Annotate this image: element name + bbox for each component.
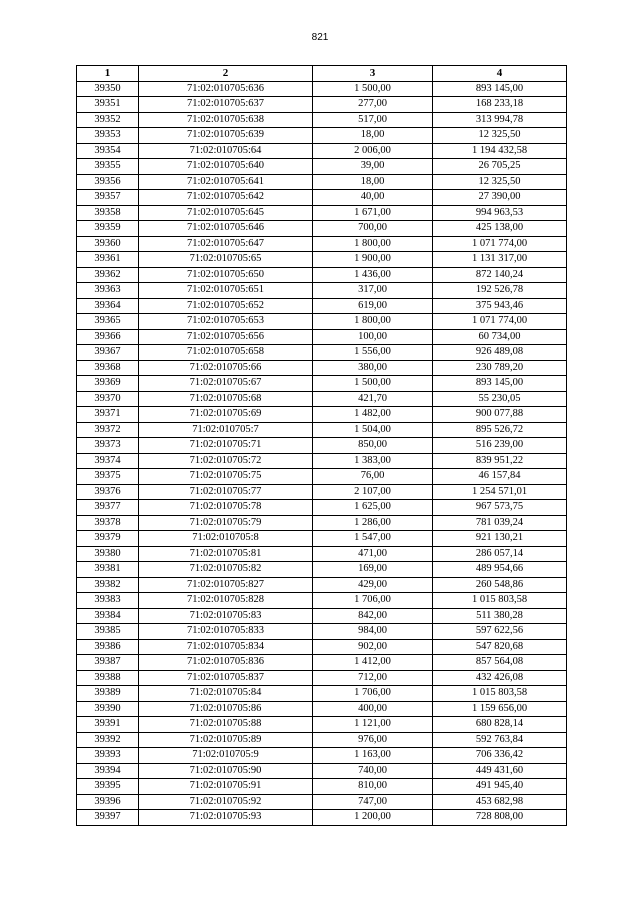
area-cell: 810,00 [313,779,433,795]
value-cell: 893 145,00 [433,81,567,97]
row-number-cell: 39375 [77,469,139,485]
value-cell: 1 131 317,00 [433,252,567,268]
cadastral-number-cell: 71:02:010705:75 [139,469,313,485]
table-row [77,453,567,469]
table-row [77,717,567,733]
cadastral-number-cell: 71:02:010705:89 [139,732,313,748]
value-cell: 781 039,24 [433,515,567,531]
area-cell: 317,00 [313,283,433,299]
table-row [77,810,567,826]
row-number-cell: 39378 [77,515,139,531]
table-row [77,112,567,128]
cadastral-number-cell: 71:02:010705:93 [139,810,313,826]
row-number-cell: 39365 [77,314,139,330]
value-cell: 839 951,22 [433,453,567,469]
area-cell: 2 006,00 [313,143,433,159]
cadastral-number-cell: 71:02:010705:78 [139,500,313,516]
table-row [77,128,567,144]
value-cell: 893 145,00 [433,376,567,392]
area-cell: 169,00 [313,562,433,578]
table-row [77,159,567,175]
area-cell: 40,00 [313,190,433,206]
value-cell: 921 130,21 [433,531,567,547]
area-cell: 1 706,00 [313,593,433,609]
table-row [77,577,567,593]
row-number-cell: 39352 [77,112,139,128]
table-row [77,283,567,299]
value-cell: 728 808,00 [433,810,567,826]
value-cell: 1 015 803,58 [433,593,567,609]
area-cell: 747,00 [313,794,433,810]
column-header-1: 1 [77,66,139,82]
table-row [77,190,567,206]
value-cell: 1 159 656,00 [433,701,567,717]
table-row [77,484,567,500]
value-cell: 857 564,08 [433,655,567,671]
row-number-cell: 39354 [77,143,139,159]
table-row [77,655,567,671]
cadastral-number-cell: 71:02:010705:638 [139,112,313,128]
area-cell: 18,00 [313,174,433,190]
cadastral-number-cell: 71:02:010705:71 [139,438,313,454]
row-number-cell: 39383 [77,593,139,609]
value-cell: 872 140,24 [433,267,567,283]
value-cell: 926 489,08 [433,345,567,361]
row-number-cell: 39377 [77,500,139,516]
value-cell: 192 526,78 [433,283,567,299]
cadastral-number-cell: 71:02:010705:652 [139,298,313,314]
row-number-cell: 39356 [77,174,139,190]
cadastral-number-cell: 71:02:010705:834 [139,639,313,655]
column-header-2: 2 [139,66,313,82]
value-cell: 449 431,60 [433,763,567,779]
row-number-cell: 39382 [77,577,139,593]
cadastral-number-cell: 71:02:010705:836 [139,655,313,671]
row-number-cell: 39367 [77,345,139,361]
cadastral-number-cell: 71:02:010705:79 [139,515,313,531]
value-cell: 12 325,50 [433,128,567,144]
area-cell: 1 671,00 [313,205,433,221]
table-row [77,546,567,562]
header-row [77,66,567,82]
table-row [77,81,567,97]
area-cell: 740,00 [313,763,433,779]
table-row [77,314,567,330]
row-number-cell: 39355 [77,159,139,175]
area-cell: 277,00 [313,97,433,113]
row-number-cell: 39395 [77,779,139,795]
row-number-cell: 39380 [77,546,139,562]
area-cell: 421,70 [313,391,433,407]
area-cell: 619,00 [313,298,433,314]
area-cell: 1 556,00 [313,345,433,361]
table-row [77,794,567,810]
cadastral-number-cell: 71:02:010705:828 [139,593,313,609]
cadastral-number-cell: 71:02:010705:90 [139,763,313,779]
area-cell: 1 900,00 [313,252,433,268]
value-cell: 511 380,28 [433,608,567,624]
table-row [77,562,567,578]
table-row [77,608,567,624]
row-number-cell: 39359 [77,221,139,237]
value-cell: 230 789,20 [433,360,567,376]
row-number-cell: 39363 [77,283,139,299]
table-row [77,221,567,237]
column-header-3: 3 [313,66,433,82]
table-row [77,345,567,361]
value-cell: 313 994,78 [433,112,567,128]
cadastral-number-cell: 71:02:010705:81 [139,546,313,562]
value-cell: 680 828,14 [433,717,567,733]
cadastral-number-cell: 71:02:010705:77 [139,484,313,500]
table-row [77,252,567,268]
table-row [77,267,567,283]
cadastral-number-cell: 71:02:010705:645 [139,205,313,221]
table-row [77,376,567,392]
row-number-cell: 39396 [77,794,139,810]
row-number-cell: 39376 [77,484,139,500]
value-cell: 453 682,98 [433,794,567,810]
row-number-cell: 39386 [77,639,139,655]
area-cell: 1 800,00 [313,236,433,252]
table-row [77,639,567,655]
table-row [77,701,567,717]
cadastral-number-cell: 71:02:010705:86 [139,701,313,717]
area-cell: 517,00 [313,112,433,128]
table-row [77,438,567,454]
value-cell: 1 254 571,01 [433,484,567,500]
area-cell: 1 706,00 [313,686,433,702]
area-cell: 1 383,00 [313,453,433,469]
value-cell: 55 230,05 [433,391,567,407]
table-row [77,236,567,252]
cadastral-number-cell: 71:02:010705:64 [139,143,313,159]
row-number-cell: 39374 [77,453,139,469]
area-cell: 1 504,00 [313,422,433,438]
area-cell: 850,00 [313,438,433,454]
value-cell: 994 963,53 [433,205,567,221]
cadastral-number-cell: 71:02:010705:642 [139,190,313,206]
table-row [77,360,567,376]
value-cell: 706 336,42 [433,748,567,764]
row-number-cell: 39385 [77,624,139,640]
area-cell: 1 436,00 [313,267,433,283]
table-row [77,391,567,407]
value-cell: 592 763,84 [433,732,567,748]
area-cell: 1 800,00 [313,314,433,330]
cadastral-number-cell: 71:02:010705:637 [139,97,313,113]
area-cell: 100,00 [313,329,433,345]
cadastral-number-cell: 71:02:010705:8 [139,531,313,547]
row-number-cell: 39358 [77,205,139,221]
cadastral-number-cell: 71:02:010705:65 [139,252,313,268]
area-cell: 471,00 [313,546,433,562]
cadastral-number-cell: 71:02:010705:646 [139,221,313,237]
row-number-cell: 39372 [77,422,139,438]
cadastral-number-cell: 71:02:010705:651 [139,283,313,299]
table-row [77,531,567,547]
row-number-cell: 39366 [77,329,139,345]
column-header-4: 4 [433,66,567,82]
area-cell: 76,00 [313,469,433,485]
table-body [77,81,567,825]
value-cell: 491 945,40 [433,779,567,795]
value-cell: 26 705,25 [433,159,567,175]
page-number: 821 [311,32,329,43]
row-number-cell: 39394 [77,763,139,779]
value-cell: 60 734,00 [433,329,567,345]
table-row [77,205,567,221]
cadastral-number-cell: 71:02:010705:837 [139,670,313,686]
value-cell: 1 194 432,58 [433,143,567,159]
cadastral-number-cell: 71:02:010705:67 [139,376,313,392]
area-cell: 1 412,00 [313,655,433,671]
row-number-cell: 39392 [77,732,139,748]
value-cell: 597 622,56 [433,624,567,640]
table-row [77,97,567,113]
area-cell: 1 286,00 [313,515,433,531]
value-cell: 900 077,88 [433,407,567,423]
row-number-cell: 39368 [77,360,139,376]
row-number-cell: 39362 [77,267,139,283]
row-number-cell: 39369 [77,376,139,392]
value-cell: 375 943,46 [433,298,567,314]
value-cell: 46 157,84 [433,469,567,485]
table-row [77,407,567,423]
cadastral-number-cell: 71:02:010705:7 [139,422,313,438]
value-cell: 12 325,50 [433,174,567,190]
row-number-cell: 39381 [77,562,139,578]
cadastral-number-cell: 71:02:010705:658 [139,345,313,361]
cadastral-number-cell: 71:02:010705:69 [139,407,313,423]
cadastral-number-cell: 71:02:010705:639 [139,128,313,144]
cadastral-number-cell: 71:02:010705:653 [139,314,313,330]
table-row [77,298,567,314]
table-row [77,748,567,764]
row-number-cell: 39391 [77,717,139,733]
row-number-cell: 39361 [77,252,139,268]
row-number-cell: 39370 [77,391,139,407]
value-cell: 432 426,08 [433,670,567,686]
row-number-cell: 39397 [77,810,139,826]
value-cell: 895 526,72 [433,422,567,438]
row-number-cell: 39353 [77,128,139,144]
table-row [77,515,567,531]
area-cell: 712,00 [313,670,433,686]
cadastral-number-cell: 71:02:010705:833 [139,624,313,640]
table-row [77,779,567,795]
cadastral-number-cell: 71:02:010705:647 [139,236,313,252]
area-cell: 429,00 [313,577,433,593]
table-row [77,329,567,345]
cadastral-number-cell: 71:02:010705:82 [139,562,313,578]
row-number-cell: 39388 [77,670,139,686]
cadastral-number-cell: 71:02:010705:66 [139,360,313,376]
value-cell: 1 071 774,00 [433,314,567,330]
row-number-cell: 39379 [77,531,139,547]
register-table [76,65,567,826]
area-cell: 700,00 [313,221,433,237]
area-cell: 400,00 [313,701,433,717]
row-number-cell: 39389 [77,686,139,702]
area-cell: 380,00 [313,360,433,376]
value-cell: 967 573,75 [433,500,567,516]
cadastral-number-cell: 71:02:010705:91 [139,779,313,795]
table-row [77,670,567,686]
value-cell: 425 138,00 [433,221,567,237]
row-number-cell: 39393 [77,748,139,764]
area-cell: 2 107,00 [313,484,433,500]
area-cell: 1 482,00 [313,407,433,423]
table-row [77,469,567,485]
row-number-cell: 39364 [77,298,139,314]
value-cell: 489 954,66 [433,562,567,578]
row-number-cell: 39373 [77,438,139,454]
value-cell: 547 820,68 [433,639,567,655]
table-header [77,66,567,82]
cadastral-number-cell: 71:02:010705:72 [139,453,313,469]
area-cell: 1 200,00 [313,810,433,826]
row-number-cell: 39350 [77,81,139,97]
table-row [77,593,567,609]
area-cell: 1 121,00 [313,717,433,733]
table-row [77,143,567,159]
area-cell: 1 500,00 [313,376,433,392]
cadastral-number-cell: 71:02:010705:827 [139,577,313,593]
cadastral-number-cell: 71:02:010705:650 [139,267,313,283]
row-number-cell: 39371 [77,407,139,423]
row-number-cell: 39384 [77,608,139,624]
cadastral-number-cell: 71:02:010705:641 [139,174,313,190]
area-cell: 1 547,00 [313,531,433,547]
value-cell: 286 057,14 [433,546,567,562]
area-cell: 18,00 [313,128,433,144]
cadastral-number-cell: 71:02:010705:68 [139,391,313,407]
cadastral-number-cell: 71:02:010705:88 [139,717,313,733]
row-number-cell: 39390 [77,701,139,717]
row-number-cell: 39360 [77,236,139,252]
cadastral-number-cell: 71:02:010705:636 [139,81,313,97]
area-cell: 984,00 [313,624,433,640]
cadastral-number-cell: 71:02:010705:84 [139,686,313,702]
area-cell: 1 500,00 [313,81,433,97]
table-row [77,422,567,438]
cadastral-number-cell: 71:02:010705:9 [139,748,313,764]
table-row [77,174,567,190]
cadastral-number-cell: 71:02:010705:83 [139,608,313,624]
area-cell: 39,00 [313,159,433,175]
cadastral-number-cell: 71:02:010705:92 [139,794,313,810]
value-cell: 1 015 803,58 [433,686,567,702]
row-number-cell: 39351 [77,97,139,113]
value-cell: 27 390,00 [433,190,567,206]
area-cell: 1 625,00 [313,500,433,516]
table-row [77,686,567,702]
cadastral-number-cell: 71:02:010705:656 [139,329,313,345]
cadastral-number-cell: 71:02:010705:640 [139,159,313,175]
value-cell: 1 071 774,00 [433,236,567,252]
value-cell: 516 239,00 [433,438,567,454]
area-cell: 902,00 [313,639,433,655]
row-number-cell: 39387 [77,655,139,671]
value-cell: 260 548,86 [433,577,567,593]
table-row [77,732,567,748]
area-cell: 842,00 [313,608,433,624]
table-row [77,763,567,779]
row-number-cell: 39357 [77,190,139,206]
table-row [77,624,567,640]
table-row [77,500,567,516]
area-cell: 976,00 [313,732,433,748]
value-cell: 168 233,18 [433,97,567,113]
area-cell: 1 163,00 [313,748,433,764]
